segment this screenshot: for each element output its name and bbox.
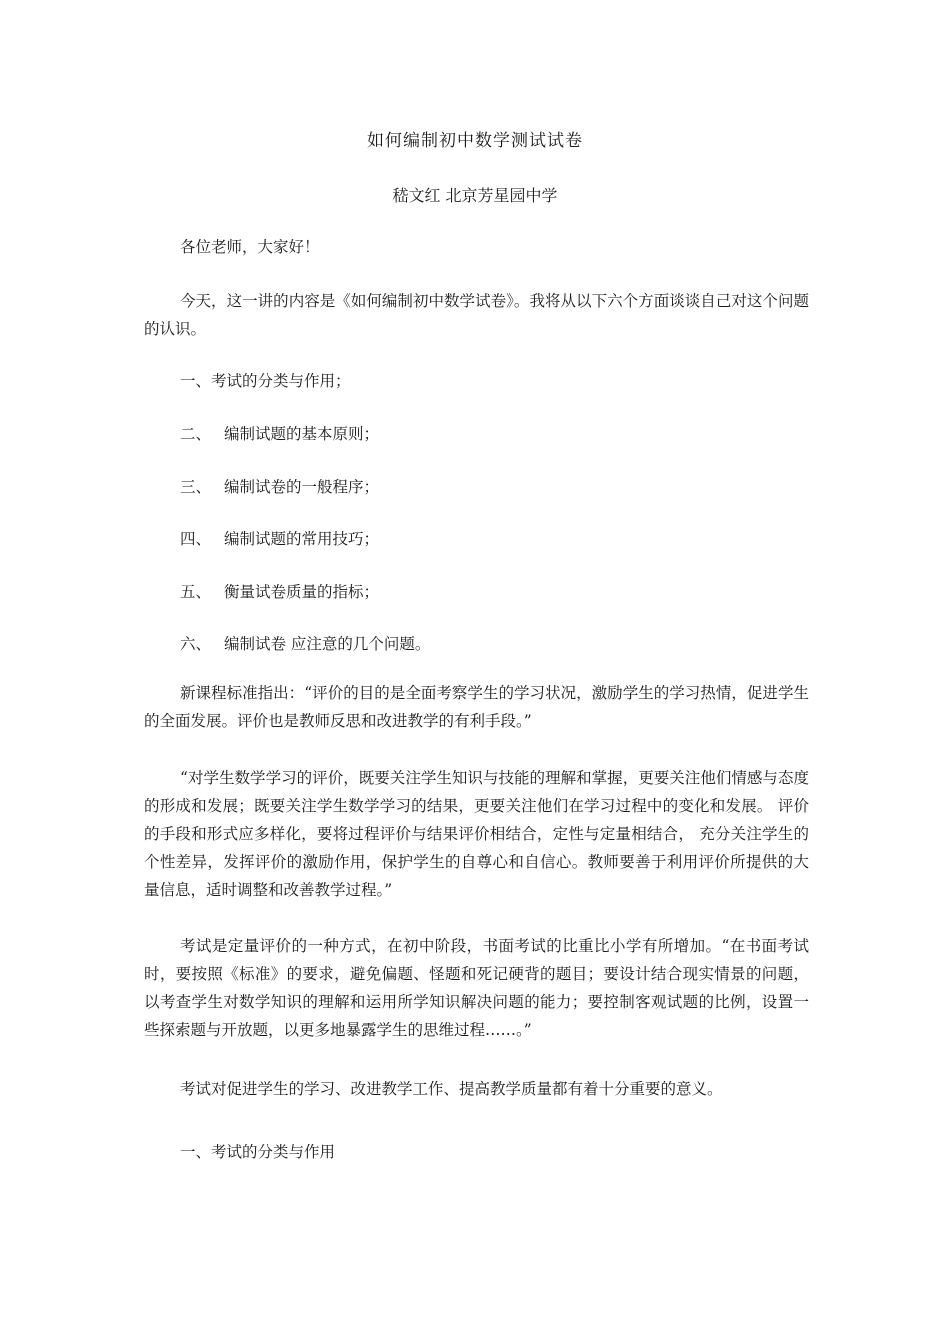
paragraph-evaluation: “对学生数学学习的评价，既要关注学生知识与技能的理解和掌握，更要关注他们情感与态度的形成和发展；既要关注学生数学学习的结果，更要关注他们在学习过程中的变化和发展。 评价的手段和形式应多样化，要将过程评价与结果评价相结合，定性与定量相结合， 充分关注学生的个性差异，发挥评价的激励作用，保护学生的自尊心和自信心。教师要善于利用评价所提供的大量信息，适时调整和改善教学过程。”	[144, 769, 809, 899]
section-heading: 一、考试的分类与作用	[180, 1143, 336, 1161]
outline-item-text: 编制试题的基本原则；	[224, 425, 380, 443]
greeting: 各位老师，大家好！	[180, 238, 320, 256]
paragraph-significance: 考试对促进学生的学习、改进教学工作、提高教学质量都有着十分重要的意义。	[180, 1080, 723, 1098]
outline-item-5	[180, 578, 379, 606]
document-title: 如何编制初中数学测试试卷	[367, 131, 583, 151]
document-author: 嵇文红 北京芳星园中学	[392, 186, 558, 205]
outline-item-text: 衡量试卷质量的指标；	[224, 583, 380, 601]
outline-item-3	[180, 473, 379, 501]
outline-item-number: 三、	[180, 478, 212, 496]
outline-item-4	[180, 525, 379, 553]
paragraph-curriculum-standard: 新课程标准指出：“评价的目的是全面考察学生的学习状况，激励学生的学习热情，促进学生的全面发展。评价也是教师反思和改进教学的有利手段。”	[144, 684, 809, 730]
outline-item-text: 编制试题的常用技巧；	[224, 530, 380, 548]
outline-item-2	[180, 420, 379, 448]
outline-item-number: 五、	[180, 583, 212, 601]
outline-item-text: 编制试卷的一般程序；	[224, 478, 380, 496]
outline-item-6	[180, 630, 430, 658]
outline-item-number: 四、	[180, 530, 212, 548]
paragraph-exam: 考试是定量评价的一种方式，在初中阶段，书面考试的比重比小学有所增加。“在书面考试时，要按照《标准》的要求，避免偏题、怪题和死记硬背的题目；要设计结合现实情景的问题，以考查学生对数学知识的理解和运用所学知识解决问题的能力；要控制客观试题的比例，设置一些探索题与开放题，以更多地暴露学生的思维过程……。”	[144, 937, 809, 1039]
outline-item-number: 二、	[180, 425, 212, 443]
outline-item-number: 六、	[180, 635, 212, 653]
intro-paragraph: 今天，这一讲的内容是《如何编制初中数学试卷》。我将从以下六个方面谈谈自己对这个问题的认识。	[144, 292, 809, 338]
outline-item-text: 一、考试的分类与作用；	[180, 372, 351, 390]
outline-item-text: 编制试卷 应注意的几个问题。	[224, 635, 431, 653]
outline-item-1	[180, 367, 351, 395]
